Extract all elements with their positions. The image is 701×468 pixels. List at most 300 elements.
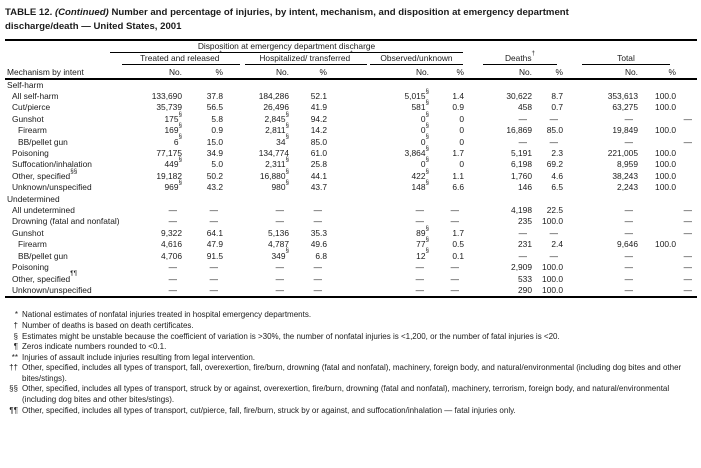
no-column-header: No. — [373, 66, 429, 79]
table-cell: — — [549, 250, 558, 261]
pct-column-header: % — [182, 66, 223, 79]
table-cell: — — [209, 273, 218, 284]
table-cell: 1.1 — [452, 170, 464, 181]
col-group-total: Total — [582, 53, 670, 65]
footnotes — [5, 310, 693, 416]
footnote-text: National estimates of nonfatal injuries treated in hospital emergency departments. — [22, 310, 312, 320]
table-cell: 69.2 — [546, 159, 563, 170]
row-label: Self-harm — [7, 79, 44, 90]
col-group-deaths: Deaths† — [483, 53, 557, 65]
footnote-text: Estimates might be unstable because the coefficient of variation is >30%, the number of nonfatal injuries is <1,200, or the number of fatal injuries is <20. — [22, 331, 560, 341]
table-cell: 0 — [459, 159, 464, 170]
table-cell: — — [624, 227, 633, 238]
table-cell: — — [450, 205, 459, 216]
spacer-cell — [327, 194, 373, 205]
table-cell: — — [624, 136, 633, 147]
table-cell: 134,774 — [258, 148, 289, 159]
table-cell: — — [518, 227, 527, 238]
table-cell: 100.0 — [542, 216, 563, 227]
row-label: All undetermined — [12, 205, 75, 216]
column-header-row — [5, 66, 697, 79]
spacer-cell — [327, 171, 373, 182]
table-cell: 100.0 — [655, 102, 676, 113]
table-cell: 47.9 — [206, 239, 223, 250]
table-cell: 26,496 — [263, 102, 289, 113]
table-cell: — — [624, 113, 633, 124]
table-cell: 353,613 — [607, 91, 638, 101]
table-cell: 63,275 — [612, 102, 638, 113]
table-cell: — — [549, 227, 558, 238]
footnote — [5, 310, 693, 321]
table-cell: 0.7 — [551, 102, 563, 113]
table-cell: — — [549, 113, 558, 124]
table-row — [5, 102, 697, 113]
table-cell: 980§ — [271, 178, 289, 193]
table-cell — [289, 194, 327, 205]
table-cell: 25.8 — [310, 159, 327, 170]
table-cell: 89§ — [416, 224, 429, 238]
footnote-text: Other, specified, includes all types of transport, cut/pierce, fall, fire/burn, struck by or against, and suffocation/inhalation — fatal injuries only. — [22, 405, 516, 415]
table-cell: 22.5 — [546, 205, 563, 216]
pct-column-header: % — [532, 66, 563, 79]
spacer-cell — [327, 274, 373, 285]
row-label: Cut/pierce — [12, 102, 51, 113]
table-cell: — — [450, 284, 459, 295]
table-cell: 49.6 — [310, 239, 327, 250]
table-cell — [532, 79, 563, 91]
section-row — [5, 194, 697, 205]
table-cell — [638, 79, 697, 91]
table-cell: 77,175 — [156, 148, 182, 159]
table-row — [5, 91, 697, 102]
footnote — [5, 363, 693, 384]
table-cell — [182, 79, 223, 91]
col-group-hospitalized-transferred: Hospitalized/ transferred* — [245, 53, 367, 65]
table-cell: — — [683, 136, 692, 147]
row-label: Other, specified¶¶ — [12, 270, 77, 284]
table-cell: 221,005 — [607, 148, 638, 159]
table-cell: 14.2 — [310, 125, 327, 136]
table-cell: 422§ — [411, 167, 429, 181]
footnote-text: Other, specified, includes all types of transport, struck by or against, overexertion, fire/burn, drowning (fatal and nonfatal), machinery, terrorism, foreign body, and natural/environmental (including dog bites and other bites/stings). — [22, 384, 670, 405]
table-cell: 34.9 — [206, 148, 223, 159]
table-number-label: TABLE 12. — [5, 7, 53, 18]
table-cell: — — [683, 262, 692, 273]
table-cell: 1,760 — [511, 170, 532, 181]
table-cell: — — [275, 273, 284, 284]
table-cell — [373, 79, 429, 91]
table-cell: — — [209, 262, 218, 273]
table-cell: 5.0 — [211, 159, 223, 170]
table-cell: 34§ — [276, 133, 289, 147]
footnote-marker: * — [14, 310, 18, 320]
table-cell: — — [683, 284, 692, 295]
table-cell — [638, 194, 697, 205]
table-cell: 4,616 — [161, 239, 182, 250]
table-cell: — — [450, 262, 459, 273]
table-cell — [182, 194, 223, 205]
table-row — [5, 205, 697, 216]
table-cell: 449§ — [164, 156, 182, 170]
table-cell: — — [683, 273, 692, 284]
footnote-text: Zeros indicate numbers rounded to <0.1. — [22, 342, 167, 352]
spacer-cell — [327, 114, 373, 125]
table-cell: 4,706 — [161, 250, 182, 261]
table-row — [5, 285, 697, 297]
table-cell: 0§ — [420, 110, 429, 124]
table-row — [5, 159, 697, 170]
table-cell: 2.3 — [551, 148, 563, 159]
spacer-cell — [327, 66, 373, 79]
table-cell: 4.6 — [551, 170, 563, 181]
row-label: All self-harm — [12, 91, 59, 101]
footnote-marker: §§ — [9, 384, 18, 394]
table-row — [5, 114, 697, 125]
table-cell: 16,880§ — [259, 167, 289, 181]
table-cell: 16,869 — [506, 125, 532, 136]
row-label: Drowning (fatal and nonfatal) — [12, 216, 120, 227]
table-cell: 41.9 — [310, 102, 327, 113]
table-cell: 133,690 — [151, 91, 182, 101]
table-cell: 0 — [459, 136, 464, 147]
table-cell: 6.5 — [551, 182, 563, 193]
table-cell: — — [549, 136, 558, 147]
table-cell: 9,646 — [617, 239, 638, 250]
table-cell: 0§ — [420, 133, 429, 147]
table-cell: — — [275, 262, 284, 273]
table-cell: — — [313, 284, 322, 295]
table-cell: 969§ — [164, 178, 182, 193]
table-cell: — — [518, 136, 527, 147]
table-cell: — — [415, 262, 424, 273]
table-cell: 19,849 — [612, 125, 638, 136]
title-text: Number and percentage of injuries, by intent, mechanism, and disposition at emergency department — [111, 7, 569, 18]
table-cell: — — [168, 216, 177, 227]
footnote — [5, 384, 693, 405]
table-cell: 146 — [518, 182, 532, 193]
footnote — [5, 332, 693, 343]
table-cell: 5,015§ — [404, 87, 429, 101]
table-cell: — — [209, 205, 218, 216]
footnote-marker: ¶¶ — [9, 405, 18, 415]
row-label: Gunshot — [12, 113, 44, 124]
table-cell — [223, 194, 289, 205]
table-cell: 30,622 — [506, 91, 532, 101]
table-cell: 0.5 — [452, 239, 464, 250]
no-column-header: No. — [563, 66, 638, 79]
table-cell — [125, 194, 182, 205]
table-cell: 94.2 — [310, 113, 327, 124]
row-label: Unknown/unspecified — [12, 182, 92, 193]
table-cell: 235 — [518, 216, 532, 227]
table-cell: 100.0 — [542, 262, 563, 273]
table-cell: 15.0 — [206, 136, 223, 147]
table-cell: — — [624, 216, 633, 227]
table-cell: 64.1 — [206, 227, 223, 238]
table-cell: — — [209, 216, 218, 227]
spacer-cell — [327, 239, 373, 250]
col-group-treated-released: Treated and released* — [122, 53, 240, 65]
table-cell: — — [624, 250, 633, 261]
table-cell — [289, 79, 327, 91]
table-cell: — — [624, 284, 633, 295]
table-cell: 4,198 — [511, 205, 532, 216]
section-row — [5, 79, 697, 91]
spacer-cell — [327, 79, 373, 91]
table-cell: 44.1 — [310, 170, 327, 181]
table-cell: 0 — [459, 125, 464, 136]
table-cell: 8.7 — [551, 91, 563, 101]
continued-label: (Continued) — [54, 7, 109, 18]
table-cell: 6.6 — [452, 182, 464, 193]
table-cell: 1.7 — [452, 148, 464, 159]
table-cell: 0.9 — [452, 102, 464, 113]
row-label: Undetermined — [7, 193, 60, 204]
table-cell: 100.0 — [655, 182, 676, 193]
table-cell: — — [168, 262, 177, 273]
table-cell: — — [313, 216, 322, 227]
table-cell: — — [168, 284, 177, 295]
pct-column-header: % — [638, 66, 697, 79]
injury-table — [5, 66, 697, 299]
table-cell: 175§ — [164, 110, 182, 124]
table-cell: 2.4 — [551, 239, 563, 250]
footnote-marker: ¶ — [13, 342, 18, 352]
table-cell — [429, 79, 464, 91]
footnote-text: Injuries of assault include injuries resulting from legal intervention. — [22, 352, 256, 362]
spacer-cell — [327, 205, 373, 216]
spacer-cell — [327, 137, 373, 148]
table-cell: 61.0 — [310, 148, 327, 159]
table-cell: 100.0 — [542, 284, 563, 295]
table-cell: 3,864§ — [404, 144, 429, 159]
table-row — [5, 137, 697, 148]
table-cell: 35.3 — [310, 227, 327, 238]
table-cell: 12§ — [416, 247, 429, 261]
table-cell: 100.0 — [655, 148, 676, 159]
col-group-observed-unknown: Observed/unknown — [370, 53, 463, 65]
table-row — [5, 228, 697, 239]
table-cell: — — [415, 216, 424, 227]
table-cell: 85.0 — [546, 125, 563, 136]
table-row — [5, 216, 697, 227]
table-cell: — — [313, 262, 322, 273]
table-cell: 0.9 — [211, 125, 223, 136]
table-cell: 2,811§ — [265, 121, 289, 136]
table-cell: 43.2 — [206, 182, 223, 193]
row-label: Suffocation/inhalation — [12, 159, 92, 170]
table-cell: 0 — [459, 113, 464, 124]
table-cell: 0.1 — [452, 250, 464, 261]
spacer-cell — [327, 182, 373, 193]
table-cell — [429, 194, 464, 205]
spacer-cell — [327, 216, 373, 227]
footnote — [5, 321, 693, 332]
footnote-text: Other, specified, includes all types of transport, fall, overexertion, fire/burn, drowning (fatal and nonfatal), machinery, foreign body, and natural/environmental (including dog bites and other bites/stings). — [22, 363, 682, 383]
row-label: Gunshot — [12, 227, 44, 238]
table-cell: — — [415, 273, 424, 284]
table-cell: 1.7 — [452, 227, 464, 238]
table-cell: 6,198 — [511, 159, 532, 170]
row-label: Unknown/unspecified — [12, 284, 92, 295]
table-cell: — — [518, 113, 527, 124]
footnote — [5, 342, 693, 353]
table-row — [5, 239, 697, 250]
table-cell: — — [415, 284, 424, 295]
table-cell: 100.0 — [655, 91, 676, 101]
table-cell: — — [275, 284, 284, 295]
row-label: BB/pellet gun — [18, 250, 68, 261]
title-line-2: discharge/death — United States, 2001 — [5, 20, 182, 32]
row-label: Firearm — [18, 125, 47, 136]
table-cell: 56.5 — [206, 102, 223, 113]
table-cell: 43.7 — [310, 182, 327, 193]
no-column-header: No. — [464, 66, 532, 79]
row-label: Firearm — [18, 239, 47, 250]
table-cell: 6§ — [173, 133, 182, 147]
table-cell: 0§ — [420, 156, 429, 170]
table-cell: 349§ — [271, 247, 289, 261]
spacer-cell — [327, 159, 373, 170]
row-label: Poisoning — [12, 262, 49, 273]
spacer-cell — [327, 91, 373, 102]
table-cell: 52.1 — [310, 91, 327, 101]
spacer-cell — [327, 102, 373, 113]
table-cell: — — [168, 205, 177, 216]
table-cell: 19,182 — [156, 170, 182, 181]
table-cell: — — [209, 284, 218, 295]
table-cell — [563, 79, 638, 91]
footnote-marker: § — [13, 331, 18, 341]
table-cell: 169§ — [164, 121, 182, 136]
spacer-cell — [327, 262, 373, 273]
table-cell: — — [313, 205, 322, 216]
table-cell: 100.0 — [655, 239, 676, 250]
table-cell: 35,739 — [156, 102, 182, 113]
no-column-header: No. — [223, 66, 289, 79]
table-cell: 100.0 — [655, 170, 676, 181]
table-row — [5, 251, 697, 262]
table-cell: — — [624, 262, 633, 273]
table-cell: 50.2 — [206, 170, 223, 181]
table-cell: 5.8 — [211, 113, 223, 124]
table-cell: 100.0 — [655, 159, 676, 170]
footnote — [5, 406, 693, 417]
disposition-header: Disposition at emergency department discharge — [110, 41, 463, 53]
table-cell — [532, 194, 563, 205]
table-cell: 100.0 — [542, 273, 563, 284]
mechanism-column-header: Mechanism by intent — [5, 66, 125, 79]
table-cell: 4,787 — [268, 239, 289, 250]
table-cell: 2,845§ — [264, 110, 289, 124]
table-cell: 5,191 — [511, 148, 532, 159]
title-line-1 — [5, 6, 697, 20]
no-column-header: No. — [125, 66, 182, 79]
table-cell: 2,243 — [617, 182, 638, 193]
spacer-cell — [327, 285, 373, 297]
table-cell: — — [168, 273, 177, 284]
table-cell — [464, 194, 532, 205]
row-label: BB/pellet gun — [18, 136, 68, 147]
table-cell: 184,286 — [258, 91, 289, 101]
table-row — [5, 274, 697, 285]
table-row — [5, 148, 697, 159]
table-cell: — — [275, 216, 284, 227]
table-cell: — — [624, 273, 633, 284]
table-cell: — — [450, 273, 459, 284]
table-cell: 6.8 — [315, 250, 327, 261]
row-label: Other, specified§§ — [12, 167, 78, 181]
table-row — [5, 125, 697, 136]
spacer-cell — [327, 148, 373, 159]
table-cell — [563, 194, 638, 205]
table-cell: — — [683, 205, 692, 216]
table-cell — [125, 79, 182, 91]
table-cell: 0§ — [420, 121, 429, 136]
spacer-cell — [327, 251, 373, 262]
table-cell: 38,243 — [612, 170, 638, 181]
row-label: Poisoning — [12, 148, 49, 159]
table-cell: 100.0 — [655, 125, 676, 136]
table-cell: 2,909 — [511, 262, 532, 273]
table-cell — [373, 194, 429, 205]
table-cell — [464, 79, 532, 91]
spacer-cell — [327, 228, 373, 239]
table-cell: 581§ — [411, 99, 429, 113]
table-cell: 5,136 — [268, 227, 289, 238]
table-cell: 533 — [518, 273, 532, 284]
table-cell: — — [415, 205, 424, 216]
table-cell: 458 — [518, 102, 532, 113]
footnote-marker: ** — [11, 352, 18, 362]
table-cell: — — [450, 216, 459, 227]
spacer-cell — [327, 125, 373, 136]
table-cell: 91.5 — [206, 250, 223, 261]
table-cell: 8,959 — [617, 159, 638, 170]
table-cell: — — [275, 205, 284, 216]
table-cell: — — [683, 227, 692, 238]
table-cell: 1.4 — [452, 91, 464, 101]
table-cell: 9,322 — [161, 227, 182, 238]
footnote-text: Number of deaths is based on death certificates. — [22, 320, 194, 330]
table-cell: 77§ — [416, 235, 429, 250]
table-cell: 2,311§ — [265, 156, 289, 170]
table-title — [5, 6, 697, 34]
table-row — [5, 182, 697, 193]
table-cell: — — [683, 216, 692, 227]
footnote-marker: †† — [9, 363, 18, 373]
pct-column-header: % — [289, 66, 327, 79]
table-body — [5, 79, 697, 298]
footnote-marker: † — [13, 320, 18, 330]
table-cell: 37.8 — [206, 91, 223, 101]
table-cell: 231 — [518, 239, 532, 250]
table-cell — [223, 79, 289, 91]
table-header — [5, 41, 697, 66]
table-cell: — — [683, 113, 692, 124]
footnote — [5, 353, 693, 364]
table-cell: — — [518, 250, 527, 261]
table-cell: 148§ — [411, 178, 429, 193]
pct-column-header: % — [429, 66, 464, 79]
table-row — [5, 262, 697, 273]
table-cell: 290 — [518, 284, 532, 295]
table-cell: — — [313, 273, 322, 284]
table-cell: — — [683, 250, 692, 261]
table-cell: — — [624, 205, 633, 216]
table-row — [5, 171, 697, 182]
table-cell: 85.0 — [310, 136, 327, 147]
